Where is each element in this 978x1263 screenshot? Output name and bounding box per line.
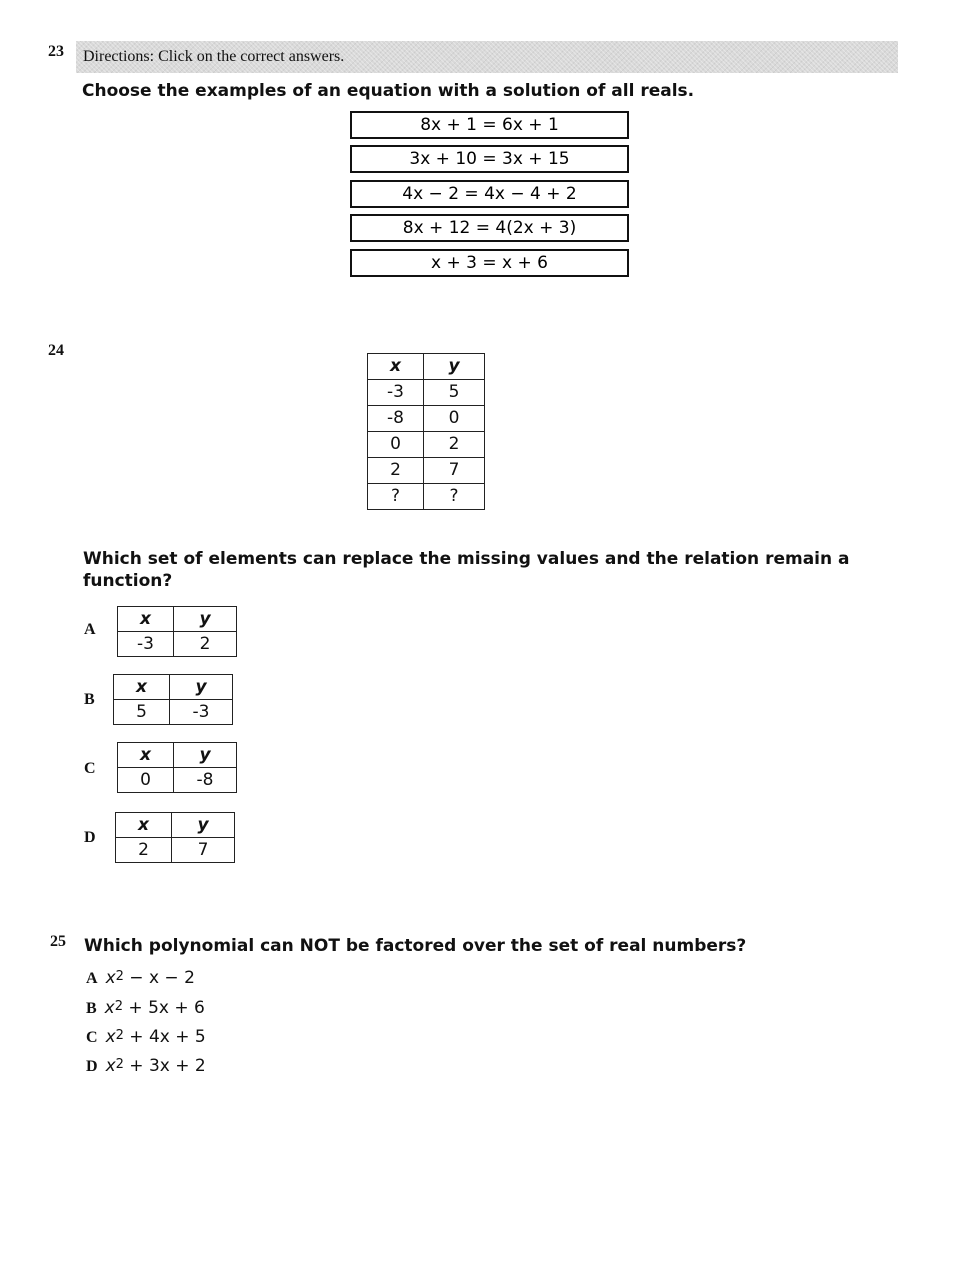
polynomial-choice-a[interactable] <box>86 966 195 990</box>
poly-variable: x <box>105 1027 116 1047</box>
polynomial-choice-b[interactable] <box>86 996 205 1020</box>
table-header-row <box>118 607 237 632</box>
choice-letter: A <box>86 970 98 987</box>
choice-letter: D <box>84 829 96 846</box>
question-24-prompt-line-1: Which set of elements can replace the missing values and the relation remain a <box>83 549 850 569</box>
relation-table <box>367 353 485 510</box>
table-header-row <box>118 743 237 768</box>
table-cell: ? <box>424 484 485 510</box>
poly-rest: + 3x + 2 <box>123 1056 206 1076</box>
choice-letter: C <box>84 760 96 777</box>
table-header-y: y <box>172 813 235 838</box>
choice-x-value: 5 <box>114 700 170 725</box>
choice-letter: D <box>86 1058 98 1075</box>
choice-x-value: 2 <box>116 838 172 863</box>
choice-d[interactable] <box>84 811 239 863</box>
question-24-prompt-line-2: function? <box>83 571 173 591</box>
choice-c[interactable] <box>84 741 239 793</box>
choice-y-value: 2 <box>174 632 237 657</box>
equation-option-4[interactable]: 8x + 12 = 4(2x + 3) <box>350 214 629 242</box>
table-header-y: y <box>174 607 237 632</box>
question-23-prompt: Choose the examples of an equation with a solution of all reals. <box>82 81 695 101</box>
table-cell: ? <box>368 484 424 510</box>
choice-x-value: 0 <box>118 768 174 793</box>
table-row <box>368 458 485 484</box>
poly-exponent: 2 <box>114 999 124 1014</box>
table-cell: 2 <box>368 458 424 484</box>
poly-rest: − x − 2 <box>123 968 195 988</box>
question-23-number: 23 <box>48 43 64 60</box>
choice-letter: B <box>84 691 95 708</box>
table-row <box>368 380 485 406</box>
choice-table <box>117 742 237 793</box>
table-header-y: y <box>170 675 233 700</box>
question-24-number: 24 <box>48 342 64 359</box>
choice-table <box>115 812 235 863</box>
poly-variable: x <box>105 1056 116 1076</box>
directions-banner: Directions: Click on the correct answers. <box>76 41 898 73</box>
polynomial-choice-d[interactable] <box>86 1054 206 1078</box>
choice-letter: B <box>86 1000 97 1017</box>
table-cell: -3 <box>368 380 424 406</box>
choice-b[interactable] <box>84 673 239 725</box>
table-row <box>368 406 485 432</box>
choice-y-value: -8 <box>174 768 237 793</box>
table-header-x: x <box>118 743 174 768</box>
poly-variable: x <box>104 998 115 1018</box>
table-row <box>114 700 233 725</box>
table-cell: -8 <box>368 406 424 432</box>
table-header-x: x <box>114 675 170 700</box>
table-header-y: y <box>174 743 237 768</box>
table-header-x: x <box>368 354 424 380</box>
choice-letter: A <box>84 621 96 638</box>
table-row <box>118 768 237 793</box>
question-25-number: 25 <box>50 933 66 950</box>
table-cell: 7 <box>424 458 485 484</box>
table-header-row <box>114 675 233 700</box>
poly-exponent: 2 <box>115 1057 124 1072</box>
table-header-row <box>368 354 485 380</box>
table-header-row <box>116 813 235 838</box>
equation-option-1[interactable]: 8x + 1 = 6x + 1 <box>350 111 629 139</box>
poly-rest: + 4x + 5 <box>123 1027 206 1047</box>
choice-table <box>117 606 237 657</box>
choice-x-value: -3 <box>118 632 174 657</box>
table-cell: 5 <box>424 380 485 406</box>
table-row <box>116 838 235 863</box>
choice-y-value: -3 <box>170 700 233 725</box>
poly-rest: + 5x + 6 <box>123 998 205 1018</box>
equation-option-3[interactable]: 4x − 2 = 4x − 4 + 2 <box>350 180 629 208</box>
table-cell: 2 <box>424 432 485 458</box>
table-header-x: x <box>116 813 172 838</box>
equation-option-2[interactable]: 3x + 10 = 3x + 15 <box>350 145 629 173</box>
choice-y-value: 7 <box>172 838 235 863</box>
question-25-prompt: Which polynomial can NOT be factored over the set of real numbers? <box>84 936 747 956</box>
table-cell: 0 <box>368 432 424 458</box>
choice-table <box>113 674 233 725</box>
poly-exponent: 2 <box>115 969 124 984</box>
choice-a[interactable] <box>84 605 239 657</box>
polynomial-choice-c[interactable] <box>86 1025 206 1049</box>
table-header-y: y <box>424 354 485 380</box>
equation-option-5[interactable]: x + 3 = x + 6 <box>350 249 629 277</box>
table-row <box>118 632 237 657</box>
poly-exponent: 2 <box>115 1028 124 1043</box>
choice-letter: C <box>86 1029 98 1046</box>
poly-variable: x <box>105 968 116 988</box>
table-row <box>368 484 485 510</box>
table-header-x: x <box>118 607 174 632</box>
table-row <box>368 432 485 458</box>
table-cell: 0 <box>424 406 485 432</box>
